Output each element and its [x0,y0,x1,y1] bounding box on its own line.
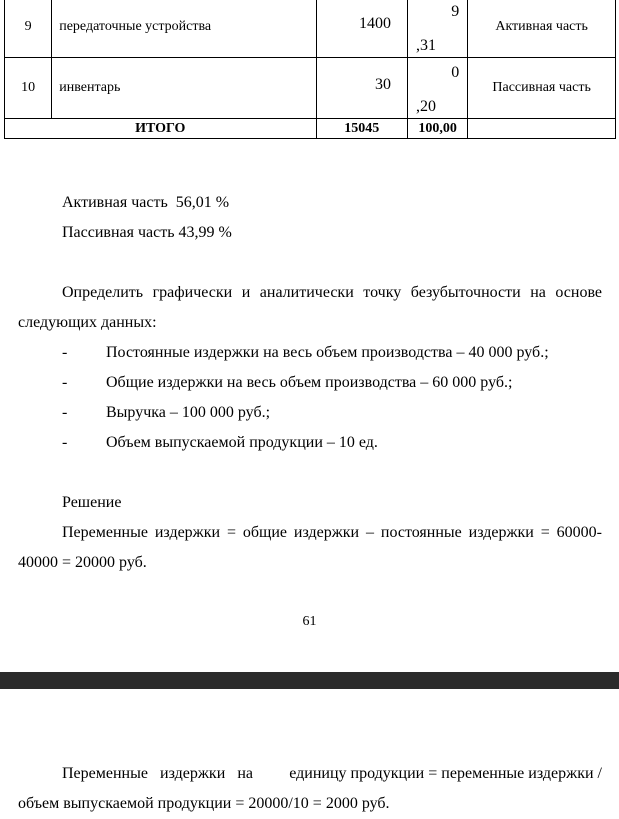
next-page-text: Переменные издержки на единицу продукции = переменные издержки / объем выпускаемой продукции = 20000/10 = 2000 руб. [18,765,606,812]
next-page-block [18,759,606,819]
asset-share-integer: 0 [451,64,460,81]
list-dash: - [62,434,68,451]
page-separator [0,672,619,689]
cost-structure-table [4,0,616,139]
asset-cost: 1400 [358,15,391,32]
list-dash: - [62,404,68,421]
list-item [18,398,602,428]
asset-share-cell [407,0,467,58]
solution-block [18,488,602,578]
page-number: 61 [302,614,317,629]
asset-cost-cell [316,58,407,119]
asset-share-fraction: ,20 [415,98,436,115]
list-item [18,428,602,458]
list-dash: - [62,374,68,391]
asset-name: передаточные устройства [52,0,316,58]
table-total-row [5,119,616,139]
task-block [18,278,602,458]
asset-part: Активная часть [468,0,616,58]
list-dash: - [62,344,68,361]
total-label: ИТОГО [5,119,317,139]
asset-part: Пассивная часть [468,58,616,119]
list-item [18,368,602,398]
asset-share-cell [407,58,467,119]
summary-block [18,188,602,248]
list-item [18,338,602,368]
row-number: 9 [5,0,52,58]
list-item-text: Объем выпускаемой продукции – 10 ед. [106,434,378,451]
passive-share-line: Пассивная часть 43,99 % [62,224,232,241]
asset-cost-cell [316,0,407,58]
total-part [468,119,616,139]
asset-share-fraction: ,31 [415,37,436,54]
solution-heading: Решение [62,494,122,511]
total-cost: 15045 [316,119,407,139]
asset-share-integer: 9 [451,3,460,20]
table-row [5,0,616,58]
active-share-line: Активная часть 56,01 % [62,194,230,211]
total-share: 100,00 [407,119,467,139]
list-item-text: Постоянные издержки на весь объем производства – 40 000 руб.; [106,344,549,361]
task-intro: Определить графически и аналитически точку безубыточности на основе следующих данных: [18,284,602,331]
list-item-text: Выручка – 100 000 руб.; [106,404,271,421]
list-item-text: Общие издержки на весь объем производства – 60 000 руб.; [106,374,513,391]
document-page-62 [0,689,619,812]
asset-name: инвентарь [52,58,316,119]
row-number: 10 [5,58,52,119]
table-row [5,58,616,119]
asset-cost: 30 [374,76,391,93]
solution-text: Переменные издержки = общие издержки – постоянные издержки = 60000-40000 = 20000 руб. [18,524,602,571]
